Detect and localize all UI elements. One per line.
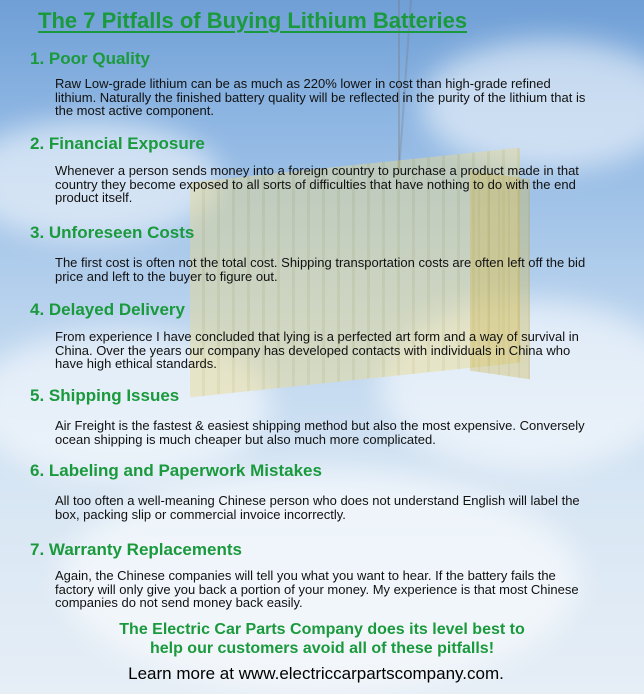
section-heading: 3. Unforeseen Costs	[30, 223, 195, 242]
section-heading: 5. Shipping Issues	[30, 386, 180, 405]
section-heading: 4. Delayed Delivery	[30, 300, 185, 319]
company-tagline	[0, 620, 644, 658]
tagline-line-1: The Electric Car Parts Company does its level best to	[119, 621, 525, 638]
page-title: The 7 Pitfalls of Buying Lithium Batteries	[38, 8, 468, 33]
section-text: Whenever a person sends money into a foreign country to purchase a product made in that country they become exposed to all sorts of difficulties that have nothing to do with the end product itself.	[55, 163, 579, 206]
section-heading: 7. Warranty Replacements	[30, 540, 242, 559]
learn-more-text: Learn more at www.electriccarpartscompany.com.	[128, 664, 504, 683]
section-text: All too often a well-meaning Chinese person who does not understand English will label the box, packing slip or commercial invoice incorrectly.	[55, 493, 580, 522]
section-heading: 1. Poor Quality	[30, 49, 150, 68]
section-heading: 6. Labeling and Paperwork Mistakes	[30, 461, 322, 480]
section-text: Air Freight is the fastest & easiest shipping method but also the most expensive. Conversely ocean shipping is much cheaper but also much more complicated.	[55, 418, 585, 447]
section-text: The first cost is often not the total cost. Shipping transportation costs are often left off the bid price and left to the buyer to figure out.	[55, 255, 586, 284]
section-text: From experience I have concluded that lying is a perfected art form and a way of survival in China. Over the years our company has developed contacts with individuals in China who have high ethical standards.	[55, 329, 579, 372]
section-text: Raw Low-grade lithium can be as much as 220% lower in cost than high-grade refined lithium. Naturally the finished battery quality will be reflected in the purity of the lithium that is the most active component.	[55, 76, 586, 119]
tagline-line-2: help our customers avoid all of these pitfalls!	[149, 640, 495, 657]
section-text: Again, the Chinese companies will tell you what you want to hear. If the battery fails the factory will only give you back a portion of your money. My experience is that most Chinese companies do not send money back easily.	[55, 568, 579, 611]
section-heading: 2. Financial Exposure	[30, 134, 205, 153]
